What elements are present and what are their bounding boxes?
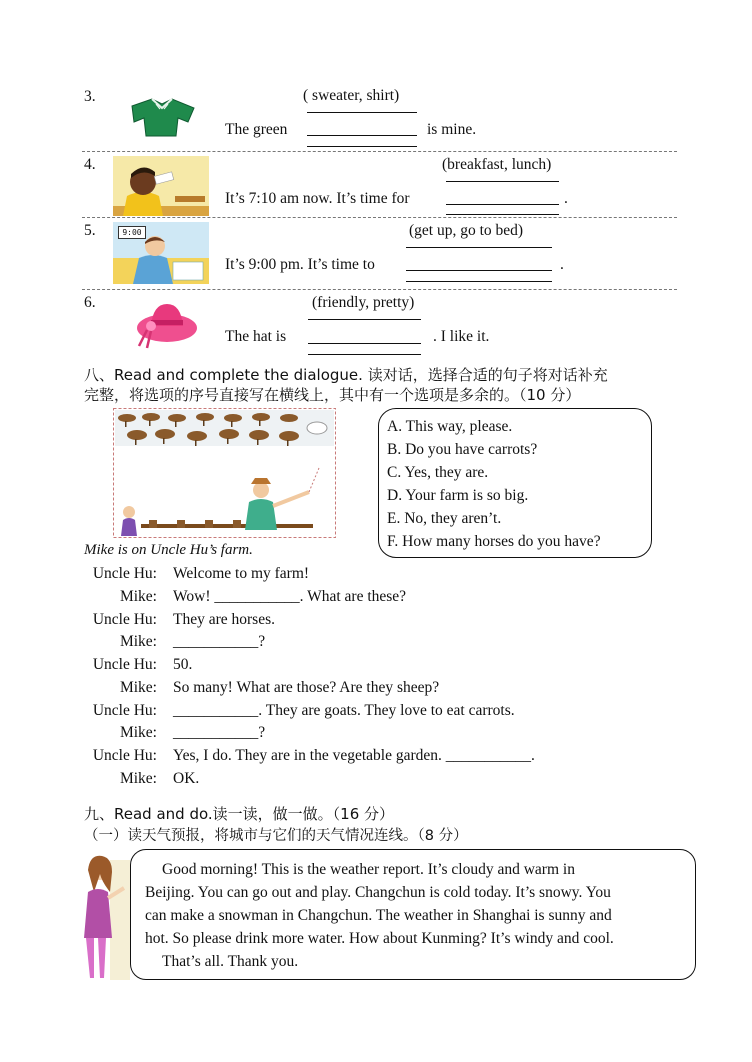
sentence-start: It’s 7:10 am now. It’s time for (225, 190, 410, 207)
option-a: A. This way, please. (387, 418, 513, 435)
dialogue-line[interactable]: ___________? (173, 633, 266, 650)
answer-blank[interactable] (308, 343, 421, 344)
sentence-end: . (564, 190, 568, 207)
dialogue-line[interactable]: Wow! ___________. What are these? (173, 588, 407, 605)
word-hint: (breakfast, lunch) (442, 156, 552, 173)
picture-caption: Mike is on Uncle Hu’s farm. (84, 542, 253, 558)
speaker: Uncle Hu: (92, 656, 157, 673)
option-b: B. Do you have carrots? (387, 441, 538, 458)
speaker: Uncle Hu: (92, 611, 157, 628)
boy-bed-icon (113, 222, 209, 284)
speaker: Mike: (119, 724, 157, 741)
dialogue-line: 50. (173, 656, 193, 673)
dialogue-line[interactable]: Yes, I do. They are in the vegetable garden. ___________. (173, 747, 535, 764)
report-line: Beijing. You can go out and play. Changchun is cold today. It’s snowy. You (145, 884, 611, 901)
dialogue-line: So many! What are those? Are they sheep? (173, 679, 440, 696)
report-line: hot. So please drink more water. How about Kunming? It’s windy and cool. (145, 930, 614, 947)
answer-blank[interactable] (446, 204, 559, 205)
answer-blank[interactable] (307, 135, 417, 136)
option-f: F. How many horses do you have? (387, 533, 601, 550)
speaker: Uncle Hu: (92, 702, 157, 719)
question-number: 6. (84, 294, 96, 311)
dialogue-line: OK. (173, 770, 200, 787)
section-9-title: 九、Read and do.读一读，做一做。（16 分） (84, 805, 395, 823)
question-number: 3. (84, 88, 96, 105)
options-box (378, 408, 652, 558)
sentence-start: It’s 9:00 pm. It’s time to (225, 256, 375, 273)
answer-blank[interactable] (406, 270, 552, 271)
section-9-subtitle: （一）读天气预报，将城市与它们的天气情况连线。（8 分） (84, 828, 468, 844)
weather-report-box (130, 849, 696, 980)
word-hint: (friendly, pretty) (312, 294, 415, 311)
option-d: D. Your farm is so big. (387, 487, 529, 504)
sentence-start: The green (225, 121, 288, 138)
pink-hat-icon (127, 298, 199, 352)
question-number: 4. (84, 156, 96, 173)
dialogue-line: They are horses. (173, 611, 275, 628)
speaker: Mike: (119, 633, 157, 650)
farm-picture (113, 408, 336, 538)
dialogue-line: Welcome to my farm! (173, 565, 310, 582)
reporter-figure (80, 852, 132, 980)
word-hint: (get up, go to bed) (409, 222, 524, 239)
report-line: can make a snowman in Changchun. The weather in Shanghai is sunny and (145, 907, 612, 924)
word-hint: ( sweater, shirt) (303, 87, 400, 104)
boy-drinking-icon (113, 156, 209, 216)
speaker: Mike: (119, 770, 157, 787)
sentence-start: The hat is (225, 328, 287, 345)
dialogue-line[interactable]: ___________. They are goats. They love to eat carrots. (173, 702, 515, 719)
sentence-end: . I like it. (433, 328, 490, 345)
option-e: E. No, they aren’t. (387, 510, 502, 527)
report-line: Good morning! This is the weather report. It’s cloudy and warm in (162, 861, 575, 878)
green-shirt-icon (126, 96, 198, 140)
clock-display: 9:00 (118, 226, 146, 239)
section-8-title-line2: 完整，将选项的序号直接写在横线上，其中有一个选项是多余的。（10 分） (84, 386, 581, 404)
dialogue-line[interactable]: ___________? (173, 724, 266, 741)
report-line: That’s all. Thank you. (162, 953, 299, 970)
question-number: 5. (84, 222, 96, 239)
section-8-title: 八、Read and complete the dialogue. 读对话，选择合适的句子将对话补充 (84, 366, 608, 384)
speaker: Uncle Hu: (92, 565, 157, 582)
speaker: Uncle Hu: (92, 747, 157, 764)
sentence-end: . (560, 256, 564, 273)
speaker: Mike: (119, 588, 157, 605)
sentence-end: is mine. (427, 121, 477, 138)
speaker: Mike: (119, 679, 157, 696)
option-c: C. Yes, they are. (387, 464, 489, 481)
